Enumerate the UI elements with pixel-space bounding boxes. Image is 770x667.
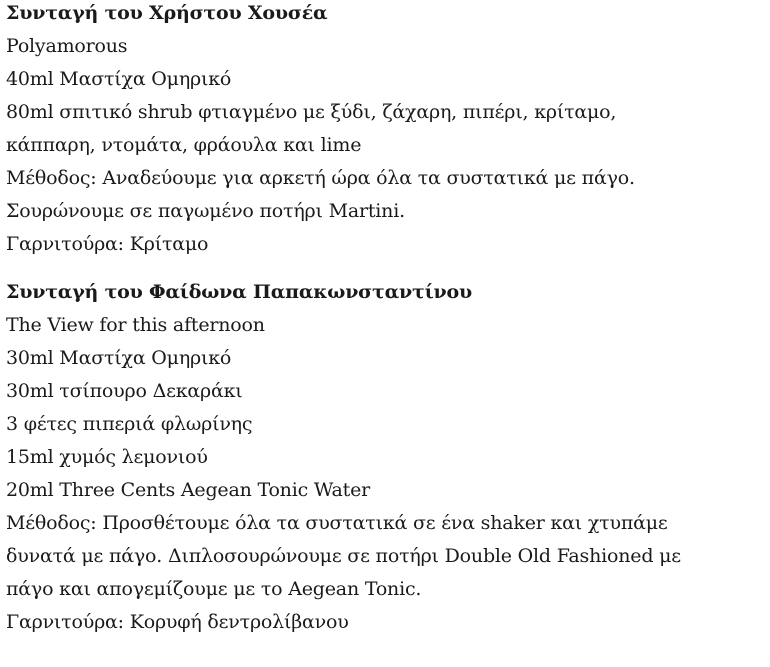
method-line-continued: δυνατά με πάγο. Διπλοσουρώνουμε σε ποτήρι Double Old Fashioned με bbox=[6, 545, 681, 567]
ingredient-line: 3 φέτες πιπεριά φλωρίνης bbox=[6, 413, 253, 435]
cocktail-name: Polyamorous bbox=[6, 35, 128, 57]
recipe-papakonstantinou bbox=[0, 276, 770, 639]
ingredient-line: 80ml σπιτικό shrub φτιαγμένο με ξύδι, ζάχαρη, πιπέρι, κρίταμο, bbox=[6, 101, 617, 123]
ingredient-line: 15ml χυμός λεμονιού bbox=[6, 446, 208, 468]
garnish-line: Γαρνιτούρα: Κρίταμο bbox=[6, 233, 209, 255]
ingredient-line: 20ml Three Cents Aegean Tonic Water bbox=[6, 479, 371, 501]
garnish-line: Γαρνιτούρα: Κορυφή δεντρολίβανου bbox=[6, 611, 349, 633]
method-line: Μέθοδος: Προσθέτουμε όλα τα συστατικά σε ένα shaker και χτυπάμε bbox=[6, 512, 668, 534]
ingredient-line: 30ml τσίπουρο Δεκαράκι bbox=[6, 380, 243, 402]
method-line-continued: πάγο και απογεμίζουμε με το Aegean Tonic. bbox=[6, 578, 422, 600]
method-line-continued: Σουρώνουμε σε παγωμένο ποτήρι Martini. bbox=[6, 200, 405, 222]
recipe-title: Συνταγή του Χρήστου Χουσέα bbox=[6, 2, 328, 24]
recipe-chousea bbox=[0, 0, 770, 261]
method-line: Μέθοδος: Αναδεύουμε για αρκετή ώρα όλα τα συστατικά με πάγο. bbox=[6, 167, 635, 189]
cocktail-name: The View for this afternoon bbox=[6, 314, 265, 336]
ingredient-line: 30ml Μαστίχα Ομηρικό bbox=[6, 347, 232, 369]
ingredient-line-continued: κάππαρη, ντομάτα, φράουλα και lime bbox=[6, 134, 362, 156]
recipe-title: Συνταγή του Φαίδωνα Παπακωνσταντίνου bbox=[6, 281, 473, 303]
ingredient-line: 40ml Μαστίχα Ομηρικό bbox=[6, 68, 232, 90]
